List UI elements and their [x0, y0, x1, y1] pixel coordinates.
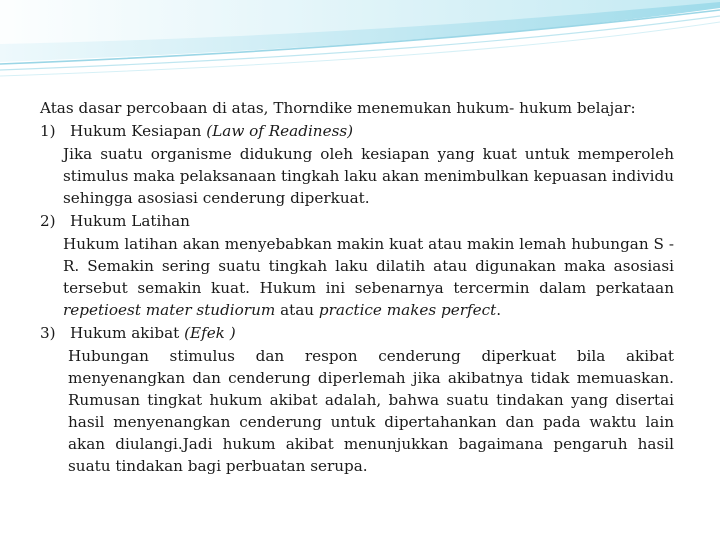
law-2-body: Hukum latihan akan menyebabkan makin kuat atau makin lemah hubungan S -R. Semakin sering suatu tingkah laku dilatih atau digunakan maka asosiasi tersebut semakin kuat. Hukum ini sebenarnya tercermin dalam perkataan repetioest mater studiorum atau practice makes perfect. — [63, 235, 674, 319]
law-3-number: 3) — [40, 324, 56, 342]
law-3 — [40, 322, 674, 477]
law-3-title: Hukum akibat (Efek ) — [70, 324, 236, 342]
law-2-heading — [40, 210, 674, 232]
law-3-body: Hubungan stimulus dan respon cenderung diperkuat bila akibat menyenangkan dan cenderung diperlemah jika akibatnya tidak memuaskan. Rumusan tingkat hukum akibat adalah, bahwa suatu tindakan yang disertai hasil menyenangkan cenderung untuk dipertahankan dan pada waktu lain akan diulangi.Jadi hukum akibat menunjukkan bagaimana pengaruh hasil suatu tindakan bagi perbuatan serupa. — [68, 347, 674, 475]
law-1-number: 1) — [40, 122, 56, 140]
law-2-number: 2) — [40, 212, 56, 230]
law-1-heading — [40, 120, 674, 142]
law-1-body: Jika suatu organisme didukung oleh kesiapan yang kuat untuk memperoleh stimulus maka pelaksanaan tingkah laku akan menimbulkan kepuasan individu sehingga asosiasi cenderung diperkuat. — [63, 145, 674, 207]
intro-text: Atas dasar percobaan di atas, Thorndike menemukan hukum- hukum belajar: — [40, 99, 636, 117]
law-1-title: Hukum Kesiapan (Law of Readiness) — [70, 122, 354, 140]
law-1 — [40, 120, 674, 209]
main-text — [40, 97, 674, 478]
law-2-title: Hukum Latihan — [70, 212, 190, 230]
law-3-heading — [40, 322, 674, 344]
header-wave-decoration — [0, 0, 720, 90]
law-2 — [40, 210, 674, 321]
